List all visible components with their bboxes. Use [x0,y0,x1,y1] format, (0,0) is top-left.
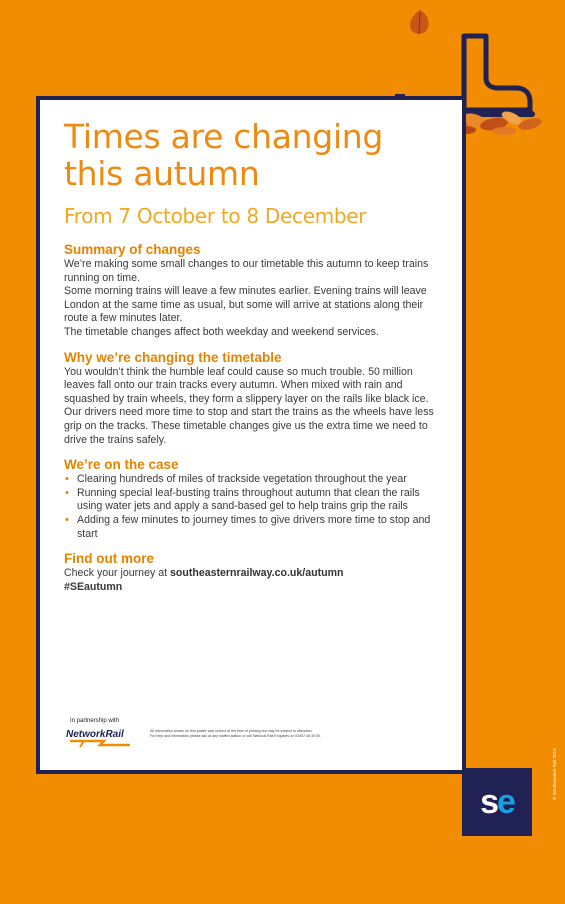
list-item-text: Clearing hundreds of miles of trackside vegetation throughout the year [77,473,407,486]
logo-s: s [480,783,497,821]
network-rail-logo-text: NetworkRail [66,729,124,740]
why-heading: Why we’re changing the timetable [64,349,282,365]
disclaimer [150,729,365,739]
partner-label: In partnership with [70,718,120,724]
poster-card [36,96,466,774]
southeastern-logo [462,768,532,836]
case-heading: We’re on the case [64,457,179,473]
bullet-icon: • [65,486,69,499]
why-section [64,350,444,448]
website-link[interactable]: southeasternrailway.co.uk/autumn [170,567,344,580]
poster-content [64,118,444,604]
summary-section [64,242,444,340]
list-item [64,473,444,487]
list-item-text: Adding a few minutes to journey times to give drivers more time to stop and start [77,513,431,540]
summary-paragraph-3: The timetable changes affect both weekday and weekend services. [64,325,379,338]
summary-heading: Summary of changes [64,242,201,257]
why-paragraph: You wouldn’t think the humble leaf could cause so much trouble. 50 million leaves fall onto our train tracks every autumn. When mixed with rain and squashed by train wheels, they form a slippery layer on the rails like black ice. Our drivers need more time to stop and start the trains as the wheels have less grip on the tracks. These timetable changes give us the extra time we need to drive the trains safely. [64,365,434,446]
title-line-1: Times are changing [64,117,384,156]
disclaimer-line-2: For help and information please ask at any staffed station or call National Rail Enquiries on 03457 48 49 50. [150,734,322,738]
falling-leaf-icon [405,8,435,38]
bullet-icon: • [65,513,69,526]
list-item [64,487,444,514]
more-prefix: Check your journey at [64,567,170,580]
page-title [64,118,444,192]
disclaimer-line-1: All information shown on this poster was correct at the time of printing but may be subject to alteration. [150,729,313,733]
list-item-text: Running special leaf-busting trains throughout autumn that clean the rails using water jets and apply a sand-based gel to help trains grip the rails [77,486,420,513]
more-section [64,551,444,594]
bullet-icon: • [65,473,69,486]
more-paragraph [64,567,444,581]
title-line-2: this autumn [64,154,260,193]
logo-e: e [497,783,514,821]
more-heading: Find out more [64,551,154,567]
hashtag: #SEautumn [64,580,123,593]
case-section [64,457,444,541]
summary-paragraph-1: We’re making some small changes to our timetable this autumn to keep trains running on time. [64,258,429,284]
date-range: From 7 October to 8 December [64,204,367,228]
copyright-text: © Southeastern Rail 2019 [552,748,557,800]
summary-paragraph-2: Some morning trains will leave a few minutes earlier. Evening trains will leave London at the same time as usual, but some will arrive at stations along their route a few minutes later. [64,285,427,325]
case-list [64,473,444,541]
network-rail-logo [64,726,136,748]
partner-block [64,718,164,748]
southeastern-logo-text [480,785,514,819]
list-item [64,514,444,541]
